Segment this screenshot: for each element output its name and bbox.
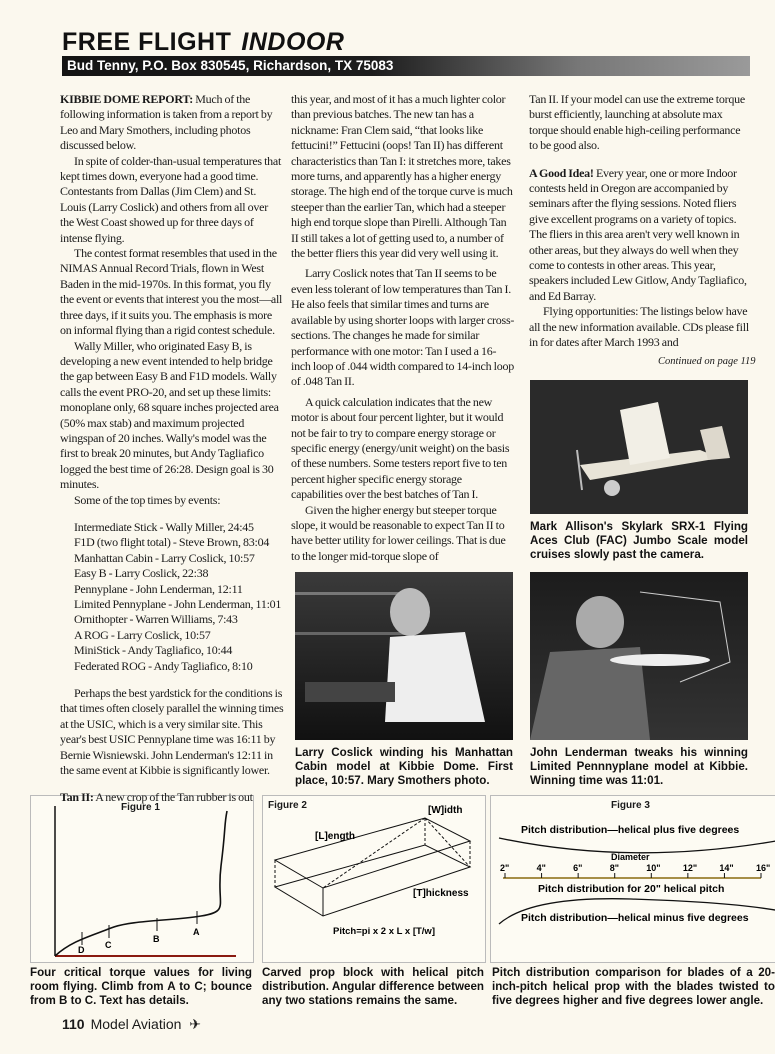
figure-label: Figure 2 — [268, 800, 307, 811]
paragraph: A quick calculation indicates that the new motor is about four percent lighter, but it would not be fair to try to compare energy storage or specific energy (energy/unit weight) on the basis of these numbers. Some testers report five to ten percent higher specific energy storage capabilities over the best batches of Tan I. — [291, 394, 510, 502]
result-item: A ROG - Larry Coslick, 10:57 — [74, 627, 211, 642]
photo-coslick — [295, 572, 513, 740]
figure-label: Figure 1 — [121, 802, 160, 813]
figure-1 — [30, 795, 254, 963]
photo-lenderman — [530, 572, 748, 740]
magazine-name: Model Aviation — [90, 1016, 182, 1032]
paragraph: The contest format resembles that used in the NIMAS Annual Record Trials, flown in West Baden in the mid-1970s. In this format, you fly the event or events that interest you the most—all three days, if it suits you. The emphasis is more on informal flying than a rigid contest schedule. — [60, 246, 283, 338]
lead-in: Tan II: — [60, 790, 94, 805]
photo-caption: Larry Coslick winding his Manhattan Cabin model at Kibbie Dome. First place, 10:57. Mary Smothers photo. — [295, 746, 513, 787]
paragraph: Flying opportunities: The listings below have all the new information available. CDs please fill in for dates after March 1993 and — [529, 304, 749, 350]
paragraph: this year, and most of it has a much lighter color than previous batches. The new tan has a nickname: Fran Clem said, “that looks like fettucini!” Fettucini (oops! Tan II) has different characteristics than Tan I: it stretches more, takes more turns, and apparently has a higher energy storage. The high end of the torque curve is much steeper than the earlier Tan, which had a steeper high end torque slope than Pirelli. Although Tan II still takes a lot of getting used to, a number of the better fliers this year did very well using it. — [291, 92, 513, 261]
photo-caption: John Lenderman tweaks his winning Limited Pennnyplane model at Kibbie. Winning time was 11:01. — [530, 746, 748, 787]
person-photo-illustration — [295, 572, 513, 740]
paragraph-text: A new crop of the Tan rubber is out — [93, 790, 253, 805]
prop-block-diagram — [263, 796, 485, 962]
paragraph — [60, 92, 284, 154]
column-2 — [291, 92, 515, 564]
tick-label: 2" — [500, 863, 510, 873]
paragraph: Given the higher energy but steeper torque slope, it would be reasonable to expect Tan II to have better utility for lower ceilings. That is due to the longer mid-torque slope of — [291, 502, 506, 563]
middle-label: Pitch distribution for 20" helical pitch — [538, 883, 725, 895]
continued-note: Continued on page 119 — [658, 356, 756, 367]
result-item: Limited Pennyplane - John Lenderman, 11:01 — [74, 597, 282, 611]
thickness-label: [T]hickness — [413, 888, 469, 899]
tick-label: 10" — [646, 863, 661, 873]
paragraph: Perhaps the best yardstick for the conditions is that times often closely parallel the winning times at the USIC, which is a very similar site. This year's best USIC Pennyplane time was 16:11 by Bernie Wisniewski. John Lenderman's 12:11 in the same event at Kibbie is significantly lower. — [60, 686, 284, 778]
title-sub: INDOOR — [241, 28, 345, 56]
title-main: FREE FLIGHT — [62, 28, 232, 56]
lead-in: A Good Idea! — [529, 165, 594, 180]
axis-title: Diameter — [611, 852, 650, 862]
column-3 — [529, 92, 749, 351]
tick-label: 16" — [756, 863, 771, 873]
point-label-c: C — [105, 940, 112, 950]
author-address: Bud Tenny, P.O. Box 830545, Richardson, TX 75083 — [67, 58, 394, 73]
result-item: F1D (two flight total) - Steve Brown, 83:04 — [74, 535, 270, 550]
section-title — [62, 28, 344, 57]
result-item: Pennyplane - John Lenderman, 12:11 — [74, 581, 243, 596]
torque-curve — [31, 796, 253, 962]
upper-curve-label: Pitch distribution—helical plus five degrees — [521, 824, 740, 836]
paragraph: Larry Coslick notes that Tan II seems to be even less tolerant of low temperatures than Tan I. He also feels that similar times and turns are available by using shorter loops with larger cross-sections. The changes he made for similar performance with one motor: Tan I used a 16-inch loop of .044 width compared to 14-inch loop of .048 Tan II. — [291, 266, 515, 389]
photo-skylark — [530, 380, 748, 514]
paragraph-text: Much of the following information is taken from a report by Leo and Mary Smothers, including photos discussed below. — [60, 92, 273, 153]
page-number: 110 — [62, 1016, 85, 1032]
pitch-formula: Pitch=pi x 2 x L x [T/w] — [333, 926, 435, 937]
tick-label: 4" — [536, 863, 546, 873]
result-item: Manhattan Cabin - Larry Coslick, 10:57 — [74, 550, 255, 565]
author-address-bar — [62, 56, 750, 76]
result-item: MiniStick - Andy Tagliafico, 10:44 — [74, 643, 233, 658]
figure-label: Figure 3 — [611, 800, 650, 811]
result-item: Intermediate Stick - Wally Miller, 24:45 — [74, 519, 254, 534]
figure-caption: Four critical torque values for living room flying. Climb from A to C; bounce from B to C. Text has details. — [30, 966, 252, 1007]
results-list — [60, 520, 284, 674]
figure-3 — [490, 795, 775, 963]
tick-label: 14" — [719, 863, 734, 873]
person-photo-illustration — [530, 572, 748, 740]
point-label-a: A — [193, 927, 200, 937]
paragraph-text: Every year, one or more Indoor contests held in Oregon are accompanied by seminars after the flying sessions. Noted fliers give excellent programs on a variety of topics. The fliers in this area aren't very well known in other areas, but they always do well when they come to contests in other areas. This year, speakers included Lew Gitlow, Andy Tagliafico, and Ed Barray. — [529, 165, 747, 303]
airplane-photo-illustration — [530, 380, 748, 514]
tick-label: 6" — [573, 863, 583, 873]
paragraph — [60, 790, 284, 805]
figure-caption: Pitch distribution comparison for blades of a 20-inch-pitch helical prop with the blades twisted to five degrees higher and five degrees lower angle. — [492, 966, 775, 1007]
column-1 — [60, 92, 284, 806]
tick-label: 12" — [682, 863, 698, 873]
point-label-b: B — [153, 934, 160, 944]
length-label: [L]ength — [315, 831, 355, 842]
upper-curve — [499, 838, 775, 853]
lower-curve-label: Pitch distribution—helical minus five degrees — [521, 912, 749, 924]
tick-label: 8" — [609, 863, 619, 873]
paragraph: In spite of colder-than-usual temperatures that kept times down, everyone had a good time. Contestants from Dallas (Jim Clem) and St. Louis (Larry Coslick) and others from all over the West Coast showed up for three days of intense flying. — [60, 153, 282, 245]
width-label: [W]idth — [428, 805, 463, 816]
result-item: Federated ROG - Andy Tagliafico, 8:10 — [74, 658, 253, 673]
airplane-icon: ✈ — [189, 1016, 202, 1032]
figure-caption: Carved prop block with helical pitch distribution. Angular difference between any two stations remains the same. — [262, 966, 484, 1007]
photo-caption: Mark Allison's Skylark SRX-1 Flying Aces Club (FAC) Jumbo Scale model cruises slowly past the camera. — [530, 520, 748, 561]
result-item: Easy B - Larry Coslick, 22:38 — [74, 566, 209, 581]
paragraph: Some of the top times by events: — [74, 492, 221, 507]
paragraph: Wally Miller, who originated Easy B, is developing a new event intended to help bridge the gap between Easy B and F1D models. Wally calls the event PRO-20, and set up these limits: monoplane only, 68 square inches projected area (50% max stab) and maximum projected wingspan of 20 inches. Wally's model was the first to break 20 minutes, but Andy Tagliafico logged the best time of 26:28. Design goal is 30 minutes. — [60, 338, 279, 492]
page-footer — [62, 1016, 201, 1033]
point-label-d: D — [78, 945, 85, 955]
paragraph: Tan II. If your model can use the extreme torque burst efficiently, launching at absolute max torque should enable high-ceiling performance to be good also. — [529, 92, 745, 153]
pitch-distribution-diagram — [491, 796, 775, 962]
result-item: Ornithopter - Warren Williams, 7:43 — [74, 612, 238, 627]
lead-in: KIBBIE DOME REPORT: — [60, 92, 193, 106]
paragraph — [529, 166, 749, 305]
figure-2 — [262, 795, 486, 963]
